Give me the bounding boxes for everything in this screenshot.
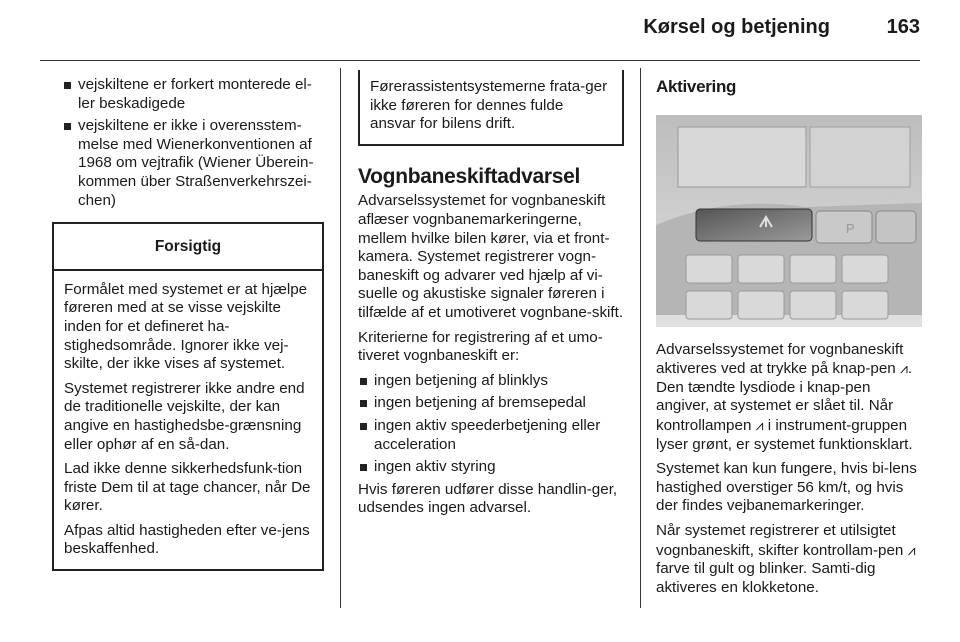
- intro-paragraph: Advarselssystemet for vognbaneskift aflæser vognbanemarkeringerne, mellem hvilke bilen kører, via et front-kamera. Systemet registrerer vogn-baneskift og advarer ved hjælp af vi-suelle og akustiske signaler føreren i tilfælde af et umotiveret vognbane-skift.: [358, 192, 624, 321]
- list-item: vejskiltene er ikke i overensstem-melse med Wienerkonventionen af 1968 om vejtrafik (Wiener Überein-kommen über Straßenverkehrszei-chen): [62, 117, 324, 210]
- caution-paragraph: Formålet med systemet er at hjælpe føreren med at se visse vejskilte inden for et defineret ha-stighedsområde. Ignorer ikke vej-skilte, der ikke vises af systemet.: [64, 280, 308, 373]
- lane-departure-icon: ⩘: [899, 360, 908, 377]
- caution-paragraph: Lad ikke denne sikkerhedsfunk-tion friste Dem til at tage chancer, når De kører.: [64, 460, 311, 515]
- speed-paragraph: Systemet kan kun fungere, hvis bi-lens hastighed overstiger 56 km/t, og hvis der findes vejbanemarkeringer.: [656, 460, 917, 515]
- page-header: [0, 0, 960, 60]
- activation-heading: Aktivering: [656, 77, 737, 96]
- column-divider-2: [640, 68, 641, 608]
- caution-paragraph: Afpas altid hastigheden efter ve-jens beskaffenhed.: [64, 521, 310, 558]
- criteria-list: [358, 372, 624, 477]
- column-3: [656, 78, 924, 603]
- caution-box: [52, 222, 324, 571]
- dashboard-photo: [656, 115, 922, 327]
- closing-paragraph: Hvis føreren udfører disse handlin-ger, udsendes ingen advarsel.: [358, 480, 618, 517]
- list-item: vejskiltene er forkert monterede el-ler beskadigede: [62, 76, 324, 113]
- warning-paragraph: Når systemet registrerer et utilsigtet vognbaneskift, skifter kontrollam-pen ⩘ farve til gult og blinker. Samti-dig aktiveres en klokketone.: [656, 521, 916, 596]
- criteria-intro: Kriterierne for registrering af et umo-tiveret vognbaneskift er:: [358, 328, 603, 365]
- header-rule: [40, 60, 920, 61]
- caution-paragraph: Systemet registrerer ikke andre end de traditionelle vejskilte, der kan angive en hastighedsbe-grænsning eller ophør af en så-dan.: [64, 379, 305, 453]
- dashboard-photo-illustration: [656, 115, 922, 327]
- lane-departure-icon: ⩘: [907, 541, 916, 558]
- caution-body: [54, 271, 322, 569]
- list-item: ingen aktiv speederbetjening eller acceleration: [358, 417, 624, 454]
- caution-heading: Forsigtig: [54, 224, 322, 271]
- list-item: ingen aktiv styring: [358, 458, 624, 477]
- page-title: Kørsel og betjening: [643, 16, 830, 38]
- lane-departure-icon: ⩘: [755, 416, 764, 433]
- note-box: Førerassistentsystemerne frata-ger ikke føreren for dennes fulde ansvar for bilens drift.: [358, 70, 624, 146]
- section-heading: Vognbaneskiftadvarsel: [358, 164, 581, 188]
- sign-bullet-list: [62, 76, 324, 210]
- list-item: ingen betjening af bremsepedal: [358, 394, 624, 413]
- list-item: ingen betjening af blinklys: [358, 372, 624, 391]
- page-number: 163: [886, 16, 920, 38]
- column-divider-1: [340, 68, 341, 608]
- activation-paragraph: Advarselssystemet for vognbaneskift aktiveres ved at trykke på knap-pen ⩘. Den tændte lysdiode i knap-pen angiver, at systemet er slået til. Når kontrollampen ⩘ i instrument-gruppen lyser grønt, er systemet funktionsklart.: [656, 340, 913, 453]
- column-2: [358, 72, 624, 524]
- column-1: [62, 76, 324, 571]
- photo-button-label: P: [846, 220, 855, 236]
